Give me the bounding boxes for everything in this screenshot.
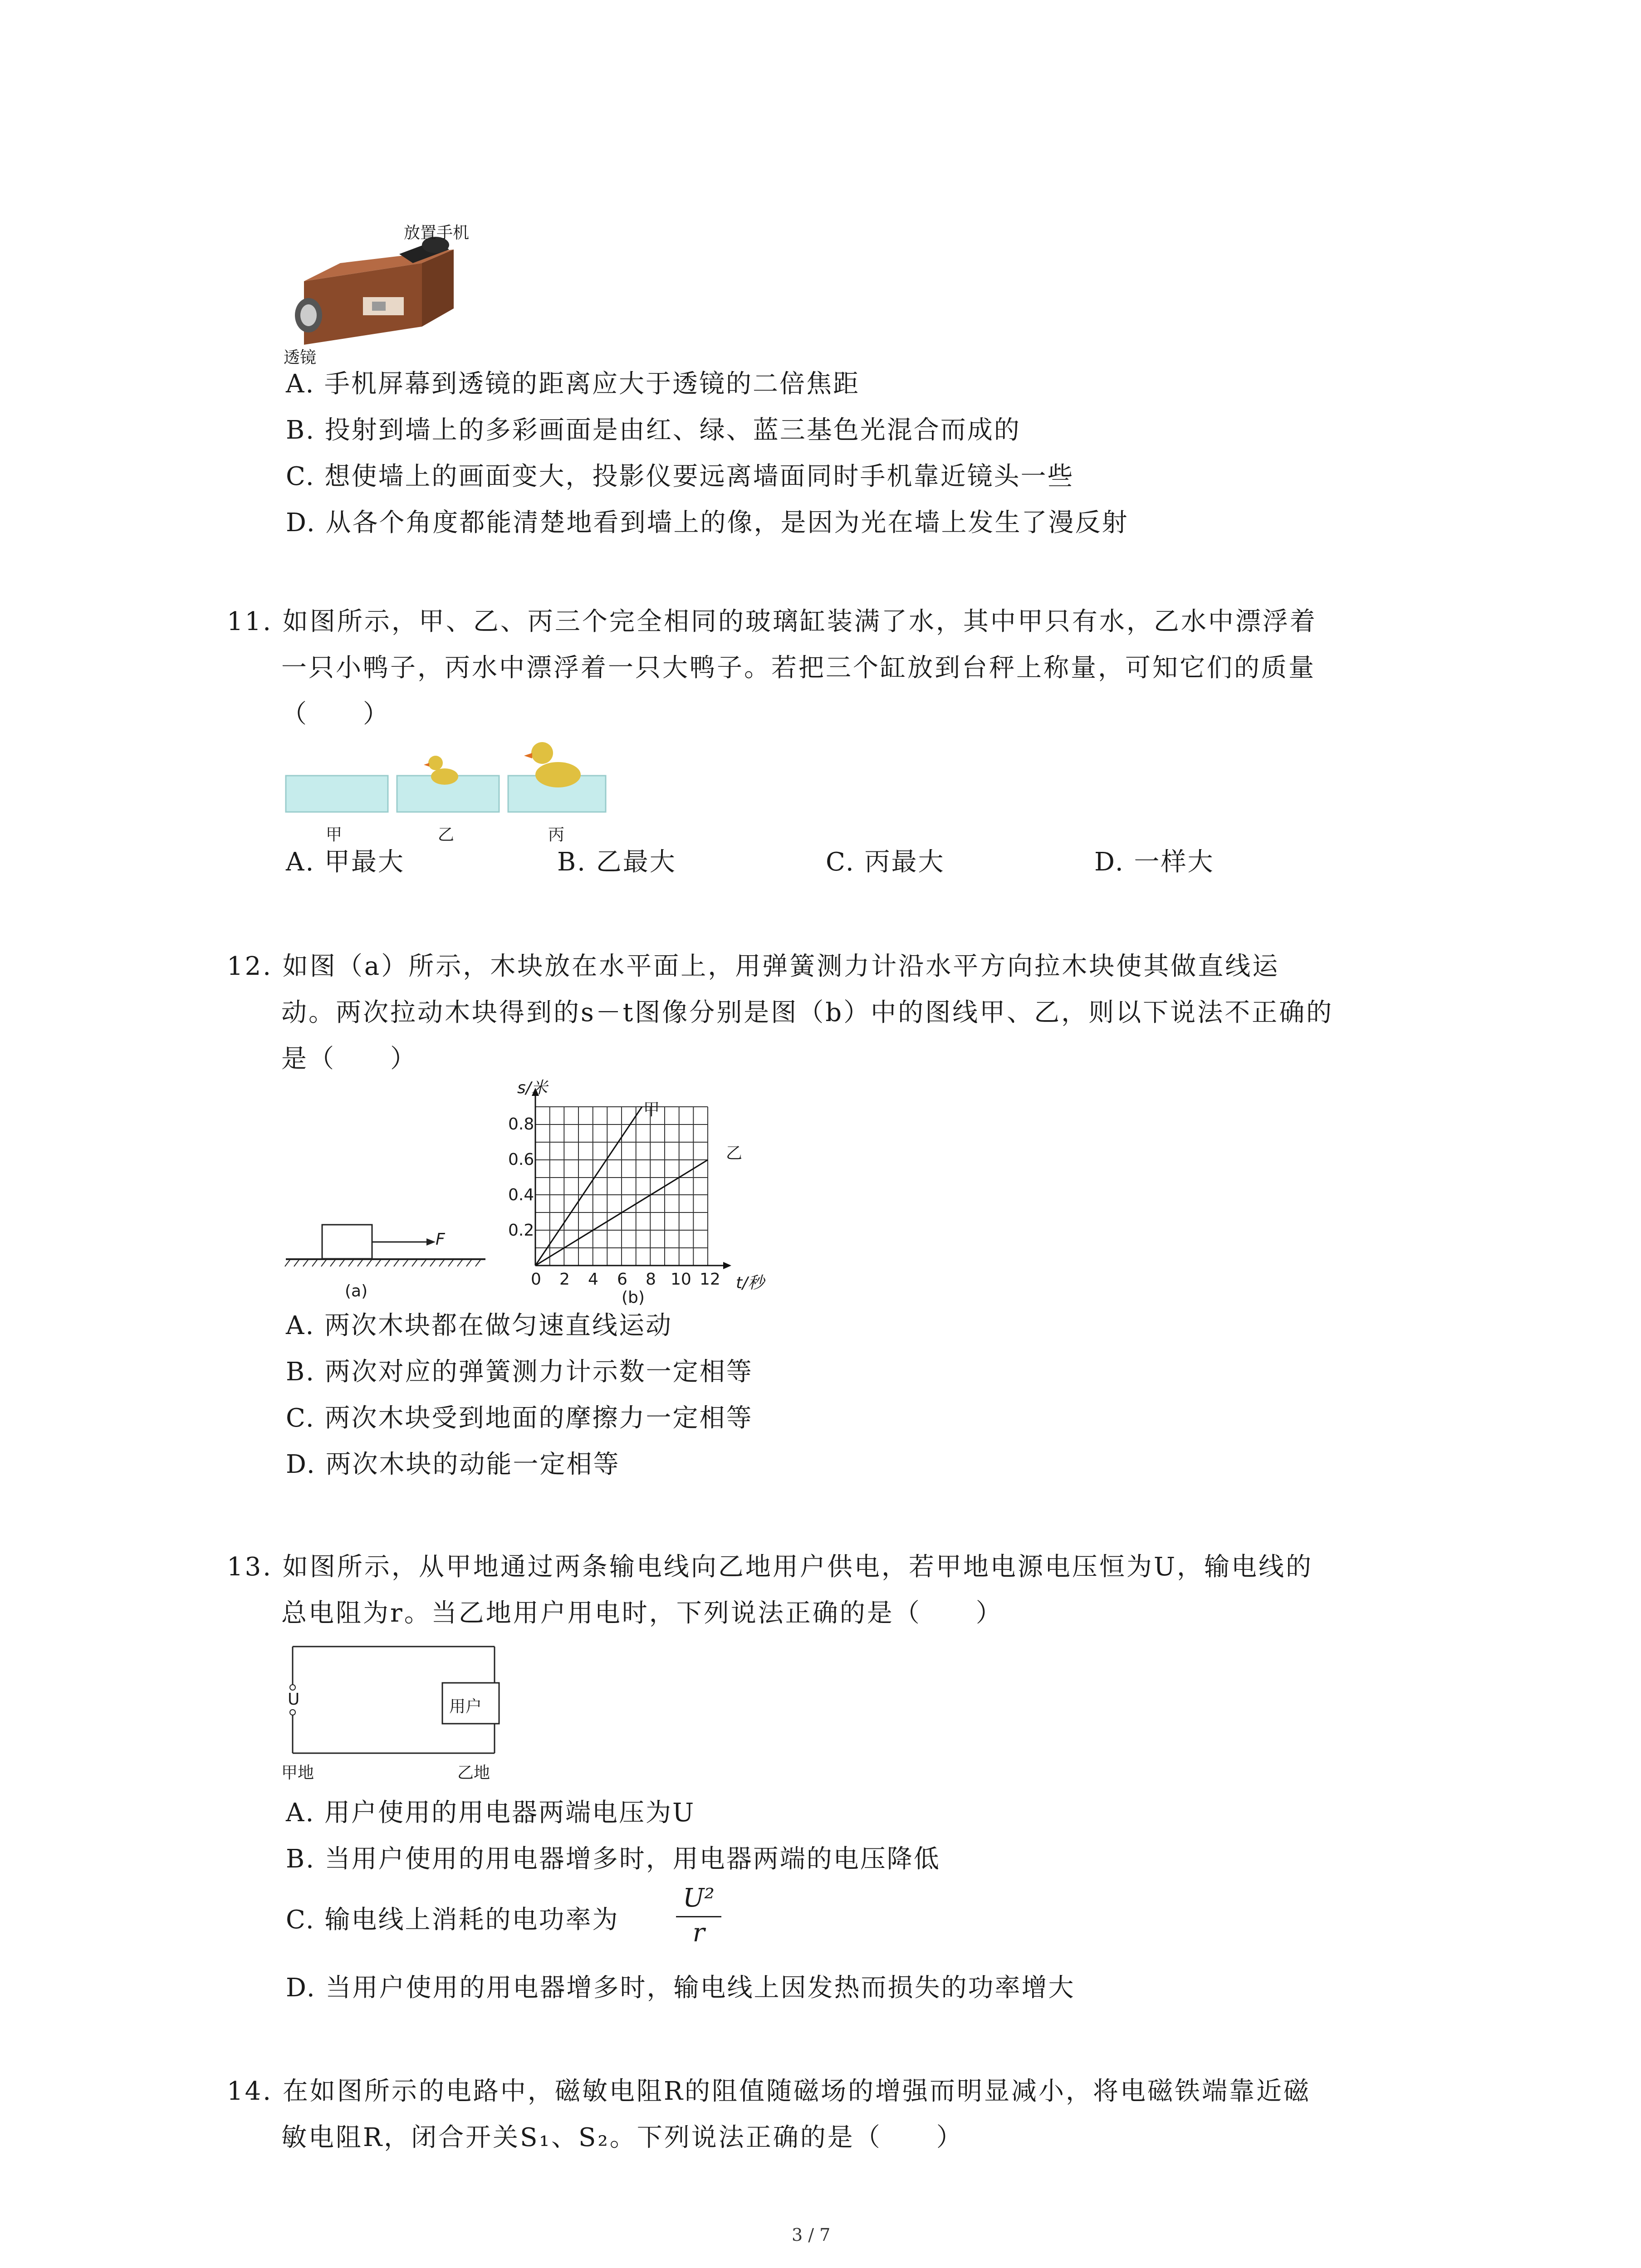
tank-jia [286,776,388,812]
terminal-top-icon [290,1685,295,1690]
y-tick-0.8: 0.8 [508,1115,534,1134]
wooden-block [322,1225,372,1259]
q12-stem-line1: 12. 如图（a）所示，木块放在水平面上，用弹簧测力计沿水平方向拉木块使其做直线运 [227,952,1280,981]
q10-option-b[interactable]: B. 投射到墙上的多彩画面是由红、绿、蓝三基色光混合而成的 [286,415,1021,445]
tank-label-bing: 丙 [548,826,565,844]
formula-numerator: U² [683,1883,715,1913]
q11-stem-line1: 11. 如图所示，甲、乙、丙三个完全相同的玻璃缸装满了水，其中甲只有水，乙水中漂浮着 [227,607,1317,636]
place-yi-label: 乙地 [457,1764,490,1782]
tank-label-yi: 乙 [438,826,455,844]
q13-option-a[interactable]: A. 用户使用的用电器两端电压为U [286,1798,696,1828]
q10-option-c[interactable]: C. 想使墙上的画面变大，投影仪要远离墙面同时手机靠近镜头一些 [286,462,1074,491]
page-number: 3 / 7 [792,2225,831,2245]
user-label: 用户 [449,1697,482,1716]
phone-label: 放置手机 [404,224,470,242]
q11-option-a[interactable]: A. 甲最大 [286,847,405,877]
place-jia-label: 甲地 [281,1764,314,1782]
tank-yi [397,756,499,812]
graph-grid [535,1107,708,1266]
t-axis-arrow-icon [723,1262,731,1269]
q12-option-b[interactable]: B. 两次对应的弹簧测力计示数一定相等 [286,1357,753,1387]
line-label-jia: 甲 [643,1100,660,1119]
y-tick-0.2: 0.2 [508,1221,534,1240]
q11-option-c[interactable]: C. 丙最大 [826,847,945,877]
x-tick-12: 12 [700,1270,720,1289]
force-arrow-icon [426,1238,436,1246]
y-tick-0.4: 0.4 [508,1186,534,1204]
x-tick-6: 6 [617,1270,627,1289]
q13-option-d[interactable]: D. 当用户使用的用电器增多时，输电线上因发热而损失的功率增大 [286,1973,1075,2003]
q14-stem-line2: 敏电阻R，闭合开关S₁、S₂。下列说法正确的是（ ） [281,2123,964,2152]
x-tick-4: 4 [588,1270,598,1289]
q13-option-c[interactable]: C. 输电线上消耗的电功率为 [286,1905,619,1935]
power-formula [671,1882,726,1964]
q11-stem-line3: （ ） [281,699,390,729]
x-tick-8: 8 [646,1270,656,1289]
tank-bing [508,742,606,812]
y-tick-0.6: 0.6 [508,1150,534,1169]
q12-stem-line3: 是（ ） [281,1044,417,1074]
q10-option-a[interactable]: A. 手机屏幕到透镜的距离应大于透镜的二倍焦距 [286,369,860,399]
line-jia [535,1107,642,1266]
s-axis-label: s/米 [517,1079,548,1097]
q12-option-a[interactable]: A. 两次木块都在做匀速直线运动 [286,1311,673,1340]
t-axis-label: t/秒 [736,1274,764,1292]
q11-option-d[interactable]: D. 一样大 [1094,847,1215,877]
q14-stem-line1: 14. 在如图所示的电路中，磁敏电阻R的阻值随磁场的增强而明显减小，将电磁铁端靠近磁 [227,2077,1311,2106]
lens-label: 透镜 [284,348,317,367]
x-tick-2: 2 [559,1270,570,1289]
q13-option-b[interactable]: B. 当用户使用的用电器增多时，用电器两端的电压降低 [286,1844,941,1874]
q13-stem-line2: 总电阻为r。当乙地用户用电时，下列说法正确的是（ ） [281,1598,1003,1628]
fig-b-caption: (b) [622,1288,645,1307]
x-tick-0: 0 [531,1270,541,1289]
source-voltage-label: U [288,1690,300,1709]
q12-stem-line2: 动。两次拉动木块得到的s－t图像分别是图（b）中的图线甲、乙，则以下说法不正确的 [281,998,1334,1027]
fig-a-caption: (a) [345,1282,368,1300]
q12-option-c[interactable]: C. 两次木块受到地面的摩擦力一定相等 [286,1403,753,1433]
q11-option-b[interactable]: B. 乙最大 [557,847,676,877]
formula-denominator: r [692,1918,705,1948]
line-label-yi: 乙 [726,1144,743,1163]
q12-figure-a [281,1216,490,1306]
q12-option-d[interactable]: D. 两次木块的动能一定相等 [286,1450,620,1479]
q13-stem-line1: 13. 如图所示，从甲地通过两条输电线向乙地用户供电，若甲地电源电压恒为U，输电线的 [227,1552,1313,1582]
tank-label-jia: 甲 [326,826,343,844]
force-label: F [436,1230,445,1249]
q10-option-d[interactable]: D. 从各个角度都能清楚地看到墙上的像，是因为光在墙上发生了漫反射 [286,508,1129,538]
x-tick-10: 10 [671,1270,691,1289]
q11-stem-line2: 一只小鸭子，丙水中漂浮着一只大鸭子。若把三个缸放到台秤上称量，可知它们的质量 [281,653,1316,683]
terminal-bottom-icon [290,1710,295,1715]
